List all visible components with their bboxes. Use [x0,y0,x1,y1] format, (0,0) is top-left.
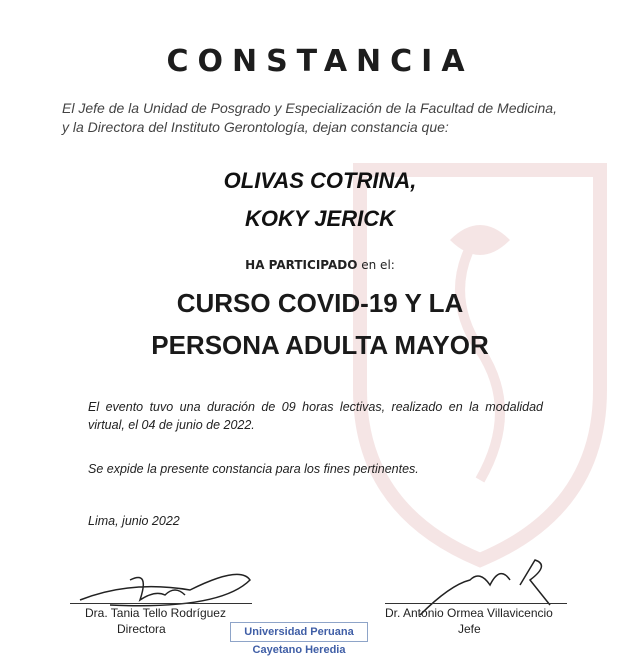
place-date: Lima, junio 2022 [88,514,180,528]
course-title [0,282,640,366]
university-stamp: Universidad Peruana Cayetano Heredia [230,622,368,642]
recipient-given-name: KOKY JERICK [245,206,395,231]
participation-bold: HA PARTICIPADO [245,258,358,272]
signatory-name-left: Dra. Tania Tello Rodríguez [85,606,226,620]
intro-line: El Jefe de la Unidad de Posgrado y Especialización de la Facultad de Medicina, [62,100,557,116]
recipient-surname: OLIVAS COTRINA, [223,168,417,193]
signatory-name-right: Dr. Antonio Ormea Villavicencio [385,606,553,620]
course-line: CURSO COVID-19 Y LA [176,288,464,318]
event-details: El evento tuvo una duración de 09 horas lectivas, realizado en la modalidad virtual, el 04 de junio de 2022. [88,400,543,432]
participation-text [0,258,640,272]
signatory-role-left: Directora [117,622,166,636]
signatory-role-right: Jefe [458,622,481,636]
signature-line-right [385,603,567,604]
signature-line-left [70,603,252,604]
course-line: PERSONA ADULTA MAYOR [151,330,489,360]
issued-statement: Se expide la presente constancia para los fines pertinentes. [88,462,419,476]
intro-line: y la Directora del Instituto Gerontología, dejan constancia que: [62,119,449,135]
document-title: CONSTANCIA [166,44,474,79]
participation-rest: en el: [357,258,395,272]
intro-text [62,99,557,137]
